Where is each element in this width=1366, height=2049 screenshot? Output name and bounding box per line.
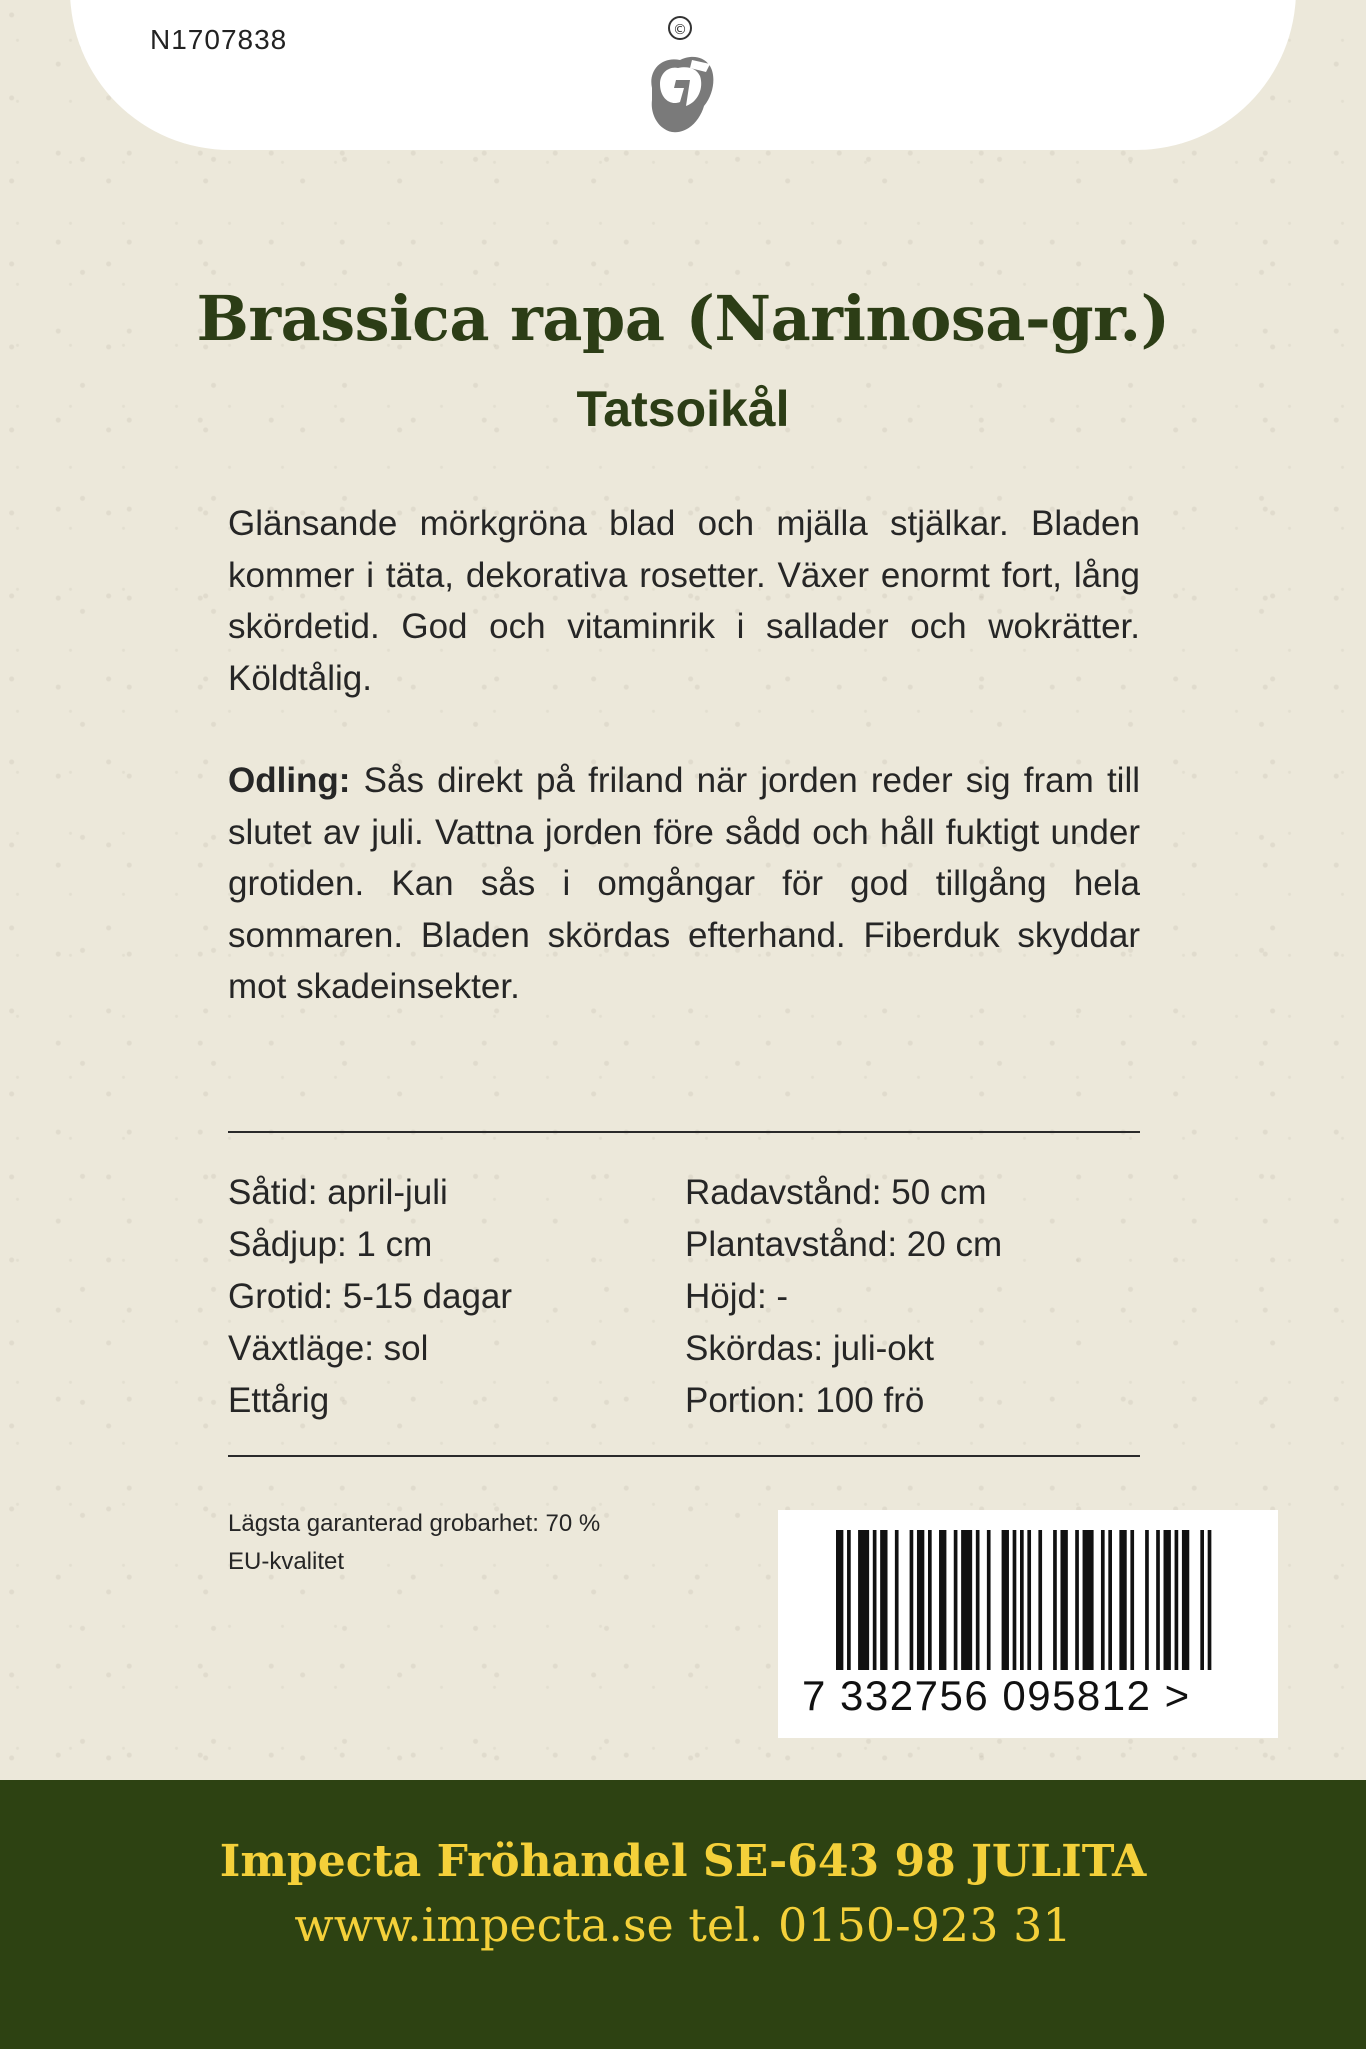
barcode-bar <box>1053 1530 1057 1670</box>
barcode-bar <box>1108 1530 1112 1670</box>
barcode-bar <box>1145 1530 1149 1670</box>
barcode-bar <box>1175 1530 1179 1670</box>
barcode-bar <box>928 1530 932 1670</box>
article-number: N1707838 <box>150 24 288 55</box>
fact-harvest: Skördas: juli-okt <box>685 1329 934 1368</box>
barcode-bar <box>1182 1530 1189 1670</box>
eu-quality: EU-kvalitet <box>228 1548 345 1575</box>
barcode-bar <box>1208 1530 1212 1670</box>
facts-right-column <box>685 1167 1002 1427</box>
barcode-bar <box>987 1530 991 1670</box>
description: Glänsande mörkgröna blad och mjälla stjälkar. Bladen kommer i täta, dekorativa rosetter. Växer enormt fort, lång skördetid. God och vitaminrik i sallader och wokrätter. Köldtålig. <box>228 504 1140 698</box>
cultivation-label: Odling: <box>228 761 351 800</box>
facts-left-column <box>228 1167 512 1427</box>
fact-height: Höjd: - <box>685 1277 789 1316</box>
barcode-bar <box>1101 1530 1105 1670</box>
fact-plant-spacing: Plantavstånd: 20 cm <box>685 1225 1003 1264</box>
cultivation-paragraph <box>228 755 1140 1013</box>
barcode-number: 7 332756 095812 > <box>802 1672 1191 1719</box>
footer-company: Impecta Fröhandel SE-643 98 JULITA <box>219 1836 1147 1887</box>
barcode-bar <box>1075 1530 1079 1670</box>
barcode-bar <box>880 1530 887 1670</box>
copyright-mark: © <box>673 22 687 38</box>
fact-germination-time: Grotid: 5-15 dagar <box>228 1277 513 1316</box>
barcode <box>778 1510 1278 1738</box>
fact-lifecycle: Ettårig <box>228 1381 330 1420</box>
barcode-bar <box>954 1530 958 1670</box>
barcode-bar <box>1200 1530 1204 1670</box>
barcode-bar <box>1119 1530 1126 1670</box>
fact-row-spacing: Radavstånd: 50 cm <box>685 1173 987 1212</box>
fact-sowing-depth: Sådjup: 1 cm <box>228 1225 433 1264</box>
barcode-bar <box>939 1530 946 1670</box>
barcode-bar <box>1156 1530 1160 1670</box>
barcode-bar <box>873 1530 877 1670</box>
divider <box>228 1131 1140 1133</box>
divider <box>228 1455 1140 1457</box>
barcode-bar <box>1020 1530 1024 1670</box>
barcode-bar <box>1027 1530 1031 1670</box>
barcode-bar <box>910 1530 914 1670</box>
common-name: Tatsoikål <box>576 381 790 437</box>
barcode-bar <box>895 1530 899 1670</box>
barcode-bar <box>1083 1530 1094 1670</box>
barcode-bar <box>961 1530 972 1670</box>
barcode-bar <box>1038 1530 1042 1670</box>
barcode-bar <box>1013 1530 1017 1670</box>
quality-info <box>228 1505 600 1581</box>
barcode-bar <box>917 1530 924 1670</box>
barcode-bar <box>1002 1530 1009 1670</box>
barcode-bar <box>976 1530 980 1670</box>
fact-location: Växtläge: sol <box>228 1329 429 1368</box>
fact-sowing-time: Såtid: april-juli <box>228 1173 448 1212</box>
barcode-bar <box>1060 1530 1067 1670</box>
barcode-bar <box>1164 1530 1171 1670</box>
latin-name: Brassica rapa (Narinosa-gr.) <box>196 282 1170 355</box>
barcode-bar <box>858 1530 869 1670</box>
barcode-bar <box>836 1530 843 1670</box>
impecta-logo <box>630 10 730 145</box>
barcode-bar <box>847 1530 851 1670</box>
footer-contact: www.impecta.se tel. 0150-923 31 <box>294 1898 1072 1952</box>
germination-rate: Lägsta garanterad grobarhet: 70 % <box>228 1510 601 1537</box>
cultivation-text: Sås direkt på friland när jorden reder sig fram till slutet av juli. Vattna jorden före sådd och håll fuktigt under grotiden. Kan sås i omgångar för god tillgång hela sommaren. Bladen skördas efterhand. Fiberduk skyddar mot skadeinsekter. <box>228 761 1140 1006</box>
barcode-bar <box>1130 1530 1134 1670</box>
barcode-bars <box>836 1530 1216 1670</box>
fact-portion: Portion: 100 frö <box>685 1381 925 1420</box>
